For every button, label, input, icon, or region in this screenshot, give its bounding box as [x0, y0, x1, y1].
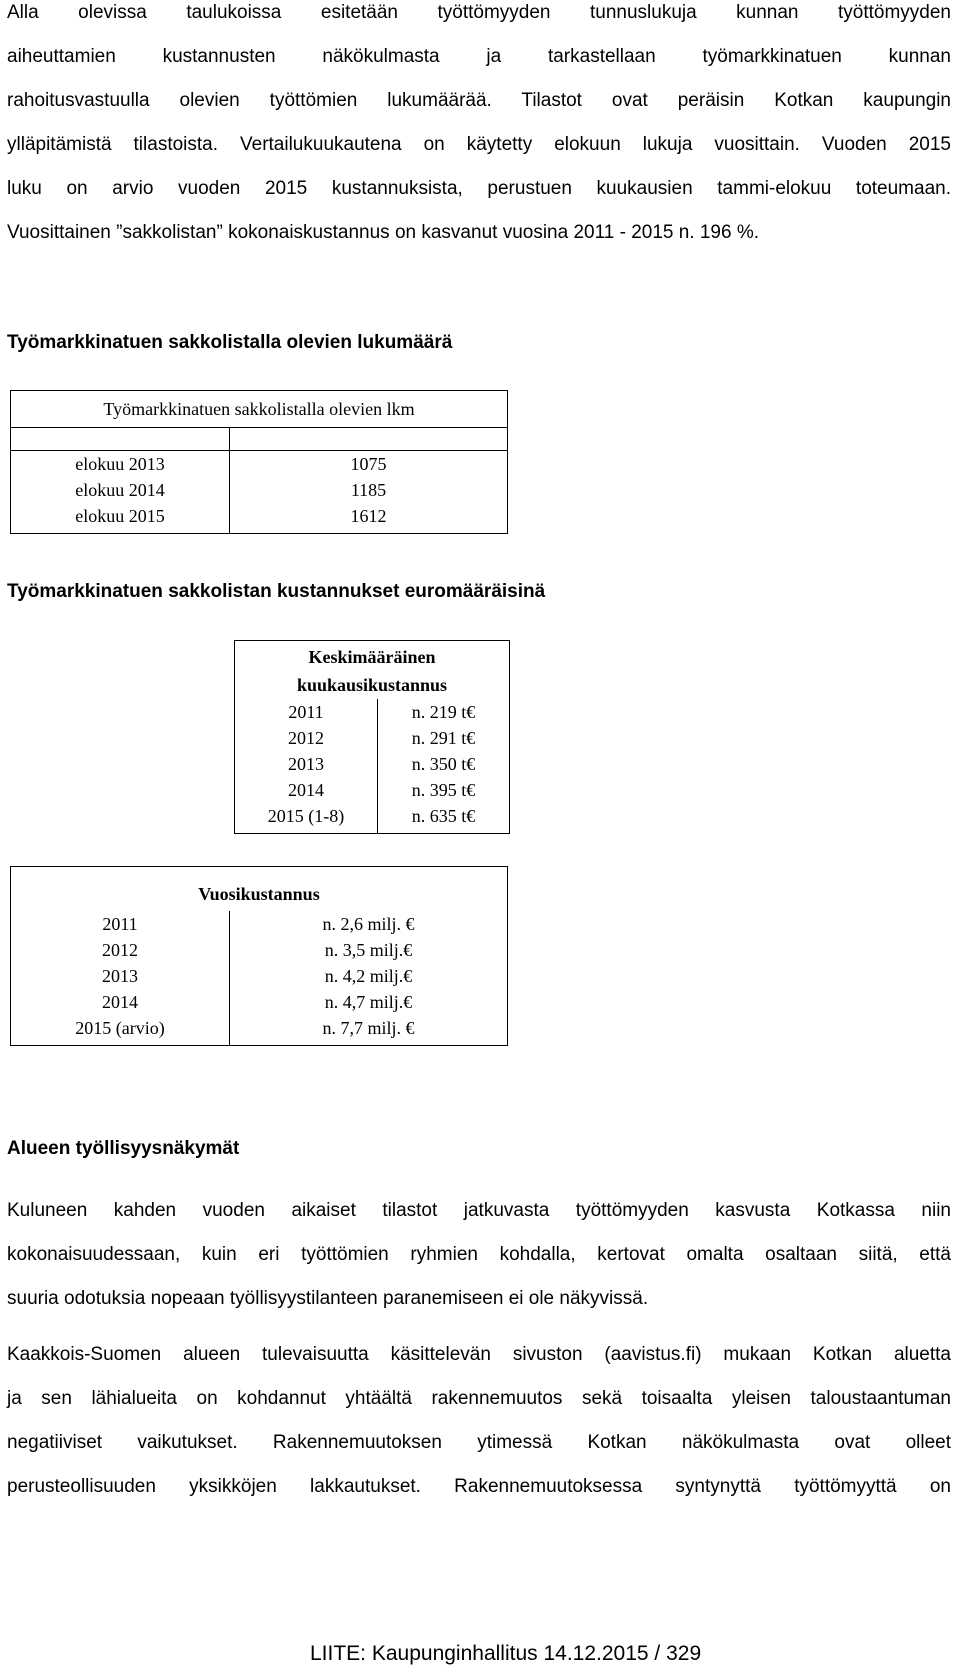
row-value: n. 7,7 milj. € [230, 1015, 508, 1046]
section-heading-outlook: Alueen työllisyysnäkymät [7, 1138, 240, 1159]
intro-line: aiheuttamien kustannusten näkökulmasta ja tarkastellaan työmarkkinatuen kunnan [7, 46, 951, 67]
table-row [235, 699, 510, 725]
row-value: n. 4,7 milj.€ [230, 989, 508, 1015]
row-label: 2015 (1-8) [235, 803, 378, 834]
row-label: 2011 [235, 699, 378, 725]
row-label: 2015 (arvio) [11, 1015, 230, 1046]
paragraph-line: Kaakkois-Suomen alueen tulevaisuutta käsittelevän sivuston (aavistus.fi) mukaan Kotkan aluetta [7, 1344, 951, 1365]
table-row [11, 451, 508, 478]
row-label: 2012 [235, 725, 378, 751]
table-cell-empty [11, 428, 230, 451]
row-label: 2013 [235, 751, 378, 777]
row-label: 2012 [11, 937, 230, 963]
row-label: elokuu 2015 [11, 503, 230, 534]
table-row [235, 803, 510, 834]
section-heading-count: Työmarkkinatuen sakkolistalla olevien lukumäärä [7, 332, 453, 353]
row-label: 2011 [11, 911, 230, 937]
table-header: Työmarkkinatuen sakkolistalla olevien lkm [11, 391, 508, 428]
table-row [11, 911, 508, 937]
table-row [11, 937, 508, 963]
table-row [11, 1015, 508, 1046]
row-label: elokuu 2013 [11, 451, 230, 478]
row-value: n. 635 t€ [378, 803, 510, 834]
row-value: 1612 [230, 503, 508, 534]
table-row [235, 777, 510, 803]
page-footer: LIITE: Kaupunginhallitus 14.12.2015 / 329 [310, 1642, 702, 1665]
intro-line: Vuosittainen ”sakkolistan” kokonaiskustannus on kasvanut vuosina 2011 - 2015 n. 196 %. [7, 222, 760, 243]
row-value: n. 2,6 milj. € [230, 911, 508, 937]
intro-line: Alla olevissa taulukoissa esitetään työttömyyden tunnuslukuja kunnan työttömyyden [7, 2, 951, 23]
annual-cost-table [10, 866, 508, 1046]
count-table [10, 390, 508, 534]
intro-line: luku on arvio vuoden 2015 kustannuksista, perustuen kuukausien tammi-elokuu toteumaan. [7, 178, 951, 199]
paragraph-line: perusteollisuuden yksikköjen lakkautukset. Rakennemuutoksessa syntynyttä työttömyyttä on [7, 1476, 951, 1497]
row-value: n. 350 t€ [378, 751, 510, 777]
row-label: 2014 [235, 777, 378, 803]
row-value: n. 4,2 milj.€ [230, 963, 508, 989]
row-label: elokuu 2014 [11, 477, 230, 503]
row-value: n. 395 t€ [378, 777, 510, 803]
monthly-cost-table [234, 640, 510, 834]
row-value: 1185 [230, 477, 508, 503]
table-row [235, 751, 510, 777]
intro-line: ylläpitämistä tilastoista. Vertailukuukautena on käytetty elokuun lukuja vuosittain. Vuoden 2015 [7, 134, 951, 155]
table-header: Vuosikustannus [11, 867, 508, 912]
row-value: n. 3,5 milj.€ [230, 937, 508, 963]
table-row [11, 989, 508, 1015]
row-value: 1075 [230, 451, 508, 478]
paragraph-line: suuria odotuksia nopeaan työllisyystilanteen paranemiseen ei ole näkyvissä. [7, 1288, 649, 1309]
paragraph-line: Kuluneen kahden vuoden aikaiset tilastot jatkuvasta työttömyyden kasvusta Kotkassa niin [7, 1200, 951, 1221]
paragraph-line: kokonaisuudessaan, kuin eri työttömien ryhmien kohdalla, kertovat omalta osaltaan siitä, että [7, 1244, 951, 1265]
intro-paragraph [7, 0, 951, 255]
table-row [11, 963, 508, 989]
intro-line: rahoitusvastuulla olevien työttömien lukumäärää. Tilastot ovat peräisin Kotkan kaupungin [7, 90, 951, 111]
paragraph-line: ja sen lähialueita on kohdannut yhtäältä rakennemuutos sekä toisaalta yleisen taloustaantuman [7, 1388, 951, 1409]
row-value: n. 291 t€ [378, 725, 510, 751]
row-value: n. 219 t€ [378, 699, 510, 725]
table-header: Keskimääräinen kuukausikustannus [235, 641, 510, 700]
paragraph-line: negatiiviset vaikutukset. Rakennemuutoksen ytimessä Kotkan näkökulmasta ovat olleet [7, 1432, 951, 1453]
table-row [11, 503, 508, 534]
table-cell-empty [230, 428, 508, 451]
outlook-paragraph-2 [7, 1333, 951, 1509]
row-label: 2013 [11, 963, 230, 989]
row-label: 2014 [11, 989, 230, 1015]
table-row [235, 725, 510, 751]
table-row [11, 477, 508, 503]
outlook-paragraph-1 [7, 1189, 951, 1321]
section-heading-costs: Työmarkkinatuen sakkolistan kustannukset euromääräisinä [7, 581, 546, 602]
